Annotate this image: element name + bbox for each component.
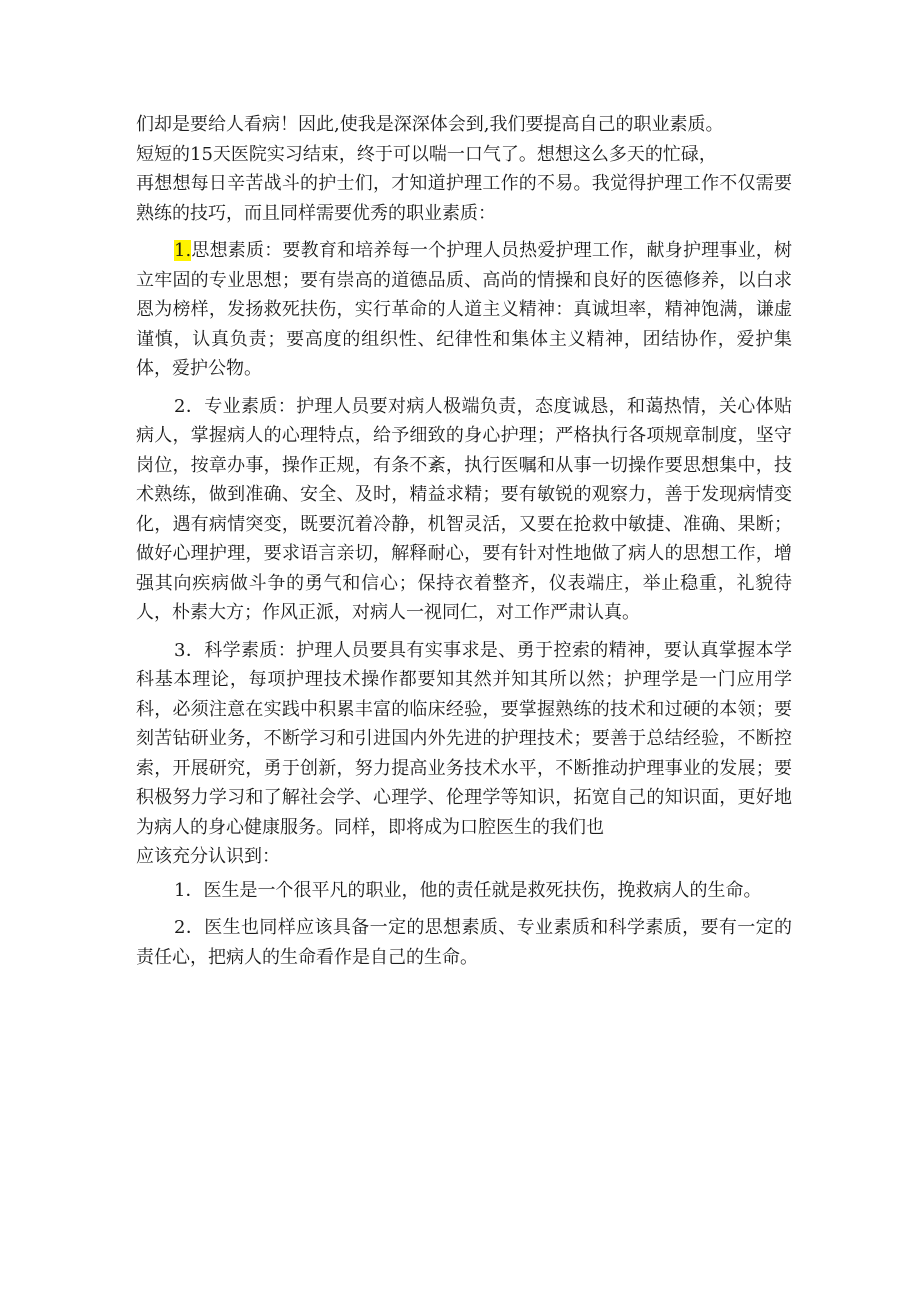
conclusion-item-1 bbox=[136, 876, 792, 906]
conclusion-item-2 bbox=[136, 913, 792, 972]
conclusion-number-1: 1． bbox=[174, 879, 204, 901]
quality-number-3: 3． bbox=[174, 639, 205, 661]
paragraph-intro-1: 们却是要给人看病！因此,使我是深深体会到,我们要提高自己的职业素质。 bbox=[136, 114, 724, 135]
conclusion-text-1: 医生是一个很平凡的职业，他的责任就是救死扶伤，挽救病人的生命。 bbox=[203, 879, 762, 901]
paragraph-lead-in: 应该充分认识到： bbox=[136, 846, 280, 867]
quality-text-1: 思想素质：要教育和培养每一个护理人员热爱护理工作，献身护理事业，树立牢固的专业思想；要有崇高的道德品质、高尚的情操和良好的医德修养，以白求恩为榜样，发扬救死扶伤，实行革命的人道主义精神：真诚坦率，精神饱满，谦虚谨慎，认真负责；要高度的组织性、纪律性和集体主义精神，团结协作，爱护集体，爱护公物。 bbox=[136, 240, 792, 379]
quality-item-professional bbox=[136, 392, 792, 628]
conclusion-number-2: 2． bbox=[174, 917, 205, 938]
quality-item-thought bbox=[136, 236, 792, 384]
quality-number-2: 2． bbox=[174, 395, 205, 417]
paragraph-intro-2: 短短的15天医院实习结束，终于可以喘一口气了。想想这么多天的忙碌， bbox=[136, 143, 717, 165]
conclusion-text-2: 医生也同样应该具备一定的思想素质、专业素质和科学素质，要有一定的责任心，把病人的生命看作是自己的生命。 bbox=[136, 917, 793, 968]
document-body bbox=[136, 110, 792, 972]
quality-text-3: 科学素质：护理人员要具有实事求是、勇于控索的精神，要认真掌握本学科基本理论，每项护理技术操作都要知其然并知其所以然；护理学是一门应用学科，必须注意在实践中积累丰富的临床经验，要掌握熟练的技术和过硬的本领；要刻苦钻研业务，不断学习和引进国内外先进的护理技术；要善于总结经验，不断控索，开展研究，勇于创新，努力提高业务技术水平，不断推动护理事业的发展；要积极努力学习和了解社会学、心理学、伦理学等知识，拓宽自己的知识面，更好地为病人的身心健康服务。同样，即将成为口腔医生的我们也 bbox=[136, 639, 793, 838]
paragraph-intro-3: 再想想每日辛苦战斗的护士们，才知道护理工作的不易。我觉得护理工作不仅需要熟练的技巧，而且同样需要优秀的职业素质： bbox=[136, 173, 792, 224]
quality-item-science bbox=[136, 636, 792, 843]
quality-text-2: 专业素质：护理人员要对病人极端负责，态度诚恳，和蔼热情，关心体贴病人，掌握病人的心理特点，给予细致的身心护理；严格执行各项规章制度，坚守岗位，按章办事，操作正规，有条不紊，执行医嘱和从事一切操作要思想集中，技术熟练，做到准确、安全、及时，精益求精；要有敏锐的观察力，善于发现病情变化，遇有病情突变，既要沉着冷静，机智灵活，又要在抢救中敏捷、准确、果断；做好心理护理，要求语言亲切，解释耐心，要有针对性地做了病人的思想工作，增强其向疾病做斗争的勇气和信心；保持衣着整齐，仪表端庄，举止稳重，礼貌待人，朴素大方；作风正派，对病人一视同仁，对工作严肃认真。 bbox=[136, 395, 793, 623]
quality-number-1: 1. bbox=[174, 240, 192, 261]
